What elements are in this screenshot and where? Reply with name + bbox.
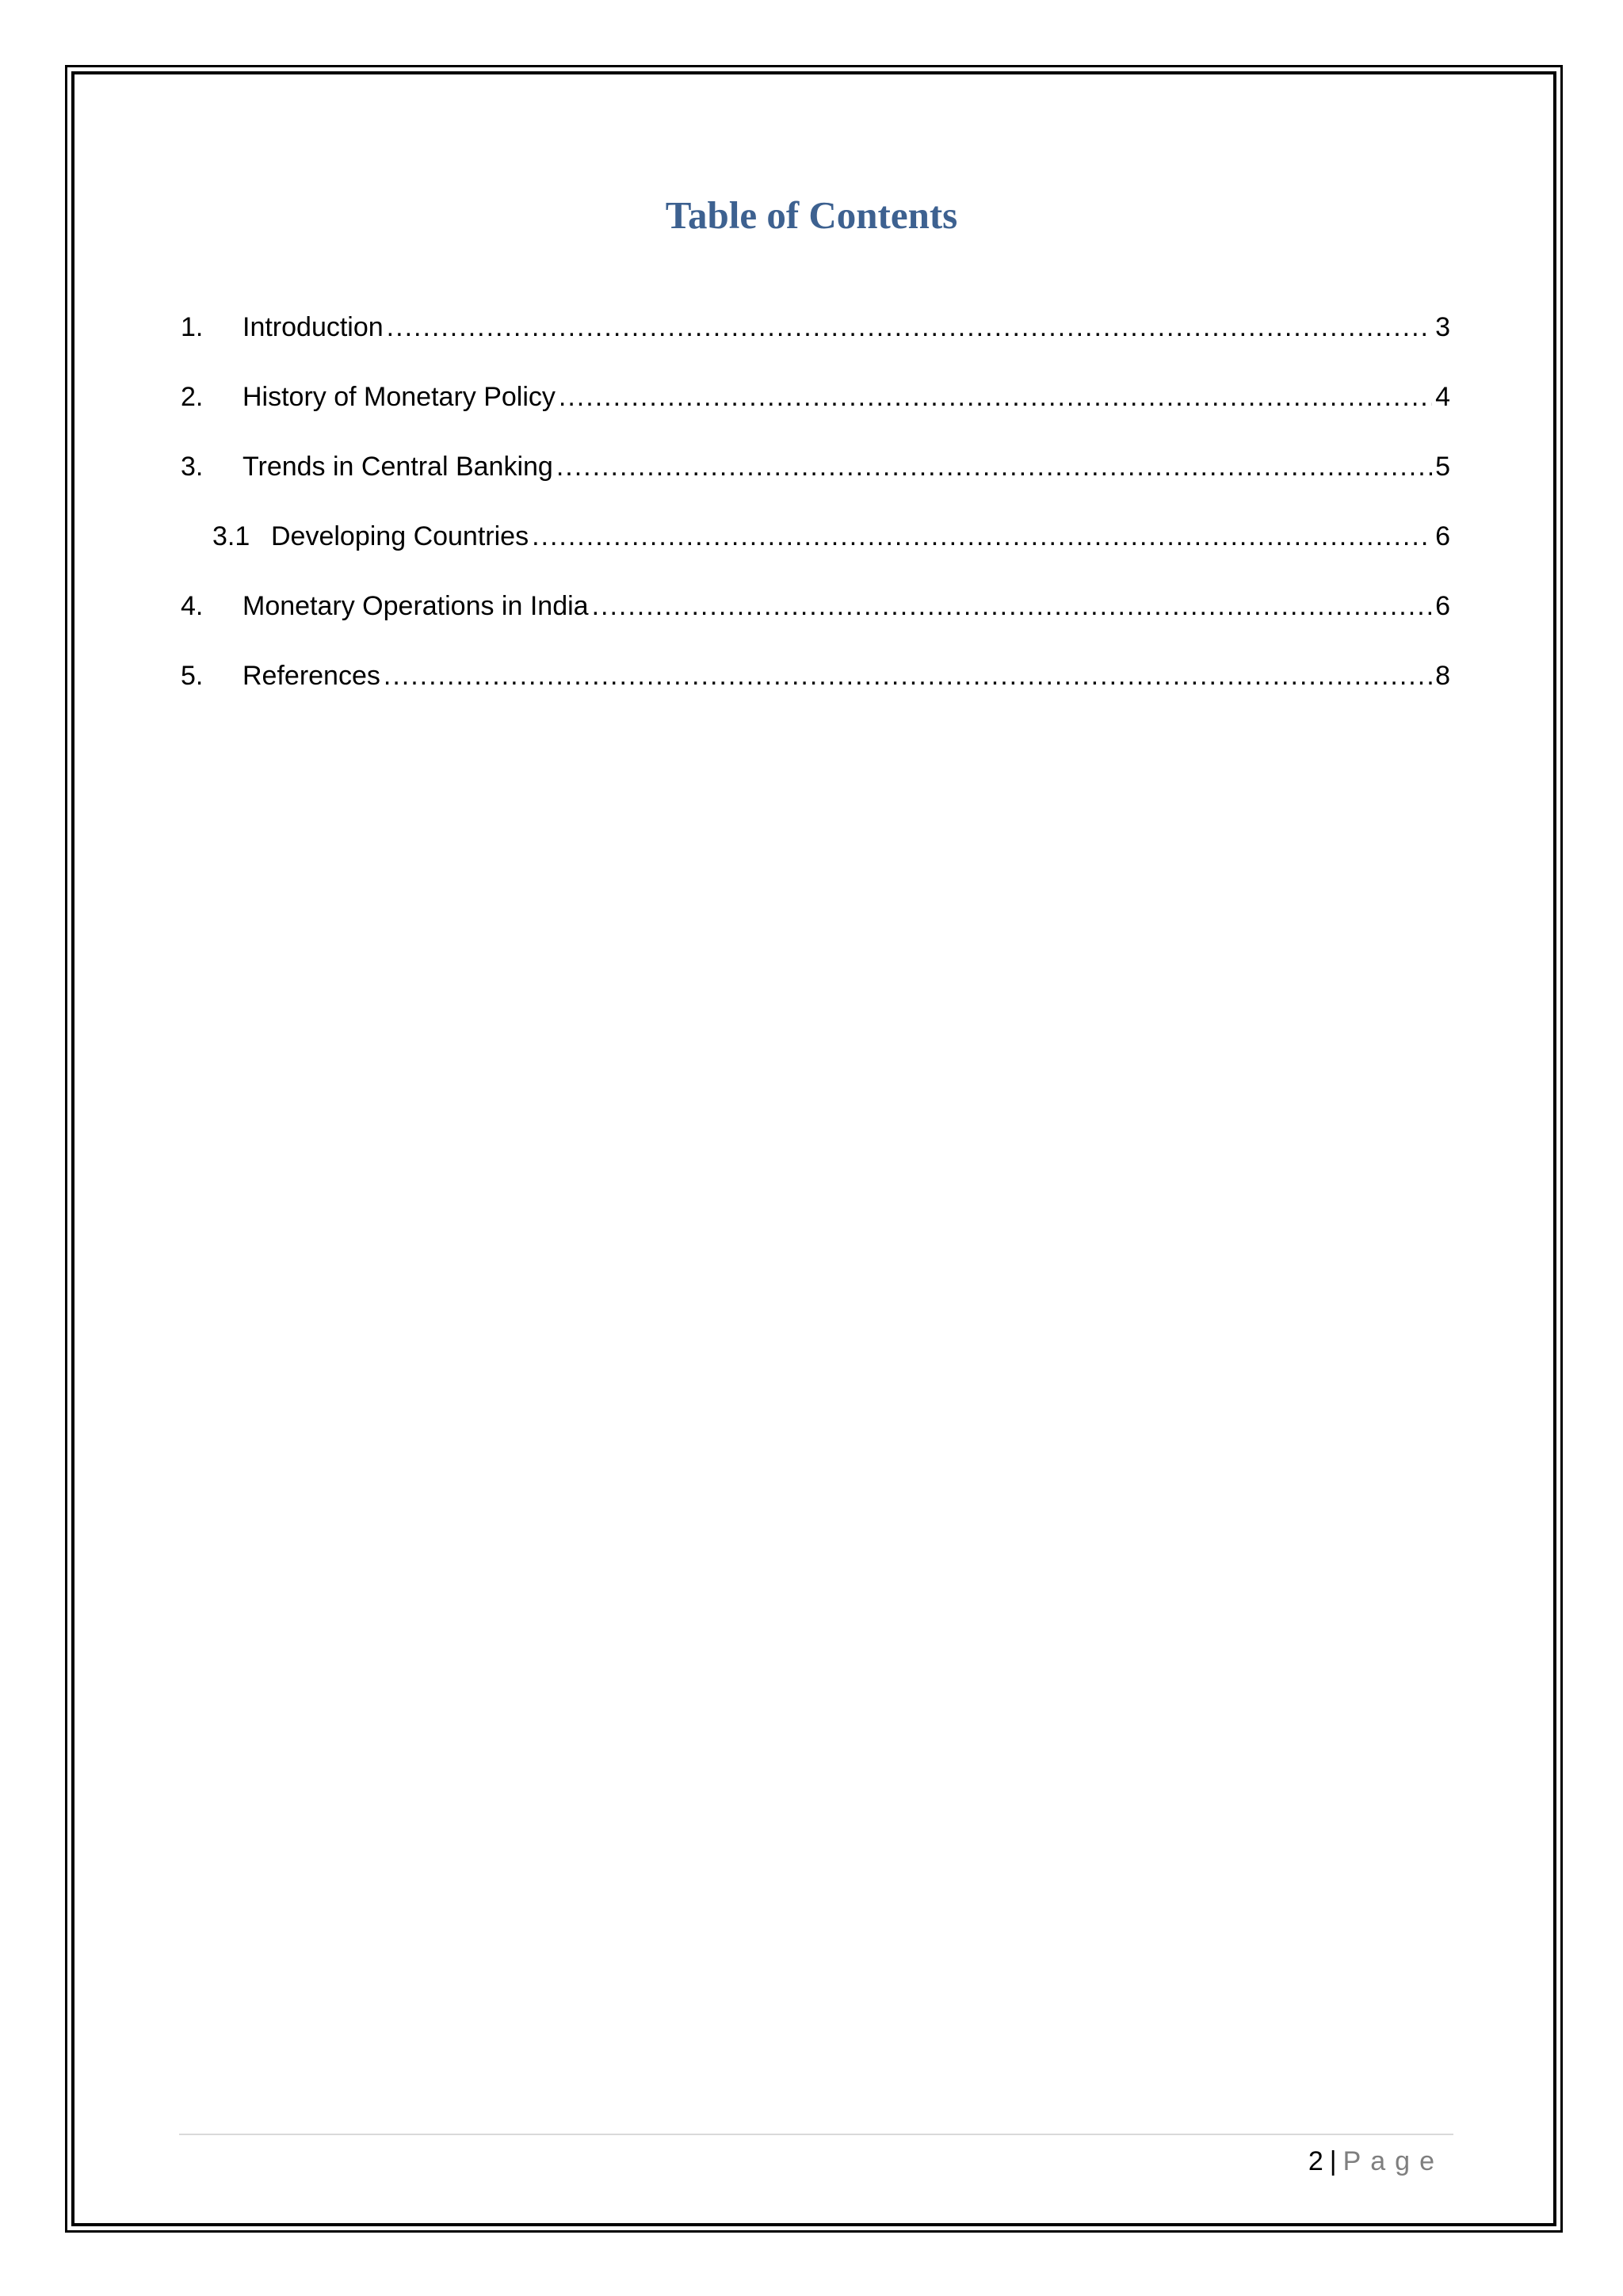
- footer-page-word: Page: [1342, 2146, 1444, 2176]
- toc-entry-introduction[interactable]: [181, 305, 1450, 375]
- toc-entry-page[interactable]: 5: [1435, 452, 1450, 482]
- toc-dot-leader: [384, 654, 1432, 698]
- toc-entry-number: 1.: [181, 312, 204, 342]
- toc-entry-label[interactable]: Trends in Central Banking: [242, 452, 553, 482]
- toc-entry-page[interactable]: 4: [1435, 382, 1450, 412]
- toc-entry-history-of-monetary-policy[interactable]: [181, 375, 1450, 444]
- toc-dot-leader: [592, 584, 1433, 628]
- toc-entry-number: 4.: [181, 591, 204, 621]
- toc-entry-number: 5.: [181, 661, 204, 691]
- footer-rule: [179, 2134, 1453, 2135]
- toc-entry-number: 2.: [181, 382, 204, 412]
- page-footer: [1308, 2139, 1444, 2183]
- footer-page-number: 2: [1308, 2146, 1323, 2176]
- toc-entry-label[interactable]: Developing Countries: [271, 521, 529, 551]
- toc-entry-page[interactable]: 8: [1435, 661, 1450, 691]
- toc-entry-number: 3.: [181, 452, 204, 482]
- toc-entry-label[interactable]: Introduction: [242, 312, 384, 342]
- toc-entry-page[interactable]: 6: [1435, 521, 1450, 551]
- toc-entry-label[interactable]: History of Monetary Policy: [242, 382, 556, 412]
- toc-entry-page[interactable]: 3: [1435, 312, 1450, 342]
- toc-entry-monetary-operations-in-india[interactable]: [181, 584, 1450, 654]
- toc-entry-page[interactable]: 6: [1435, 591, 1450, 621]
- toc-dot-leader: [559, 375, 1432, 419]
- toc-dot-leader: [387, 305, 1432, 349]
- toc-entry-developing-countries[interactable]: [181, 514, 1450, 584]
- toc-entry-label[interactable]: References: [242, 661, 380, 691]
- toc-entry-number: 3.1: [212, 521, 250, 551]
- footer-separator: |: [1329, 2146, 1337, 2176]
- toc-title: Table of Contents: [665, 193, 958, 237]
- toc-list: [181, 305, 1450, 723]
- toc-dot-leader: [532, 514, 1432, 559]
- toc-entry-references[interactable]: [181, 654, 1450, 723]
- toc-dot-leader: [556, 444, 1432, 489]
- toc-entry-label[interactable]: Monetary Operations in India: [242, 591, 589, 621]
- toc-entry-trends-in-central-banking[interactable]: [181, 444, 1450, 514]
